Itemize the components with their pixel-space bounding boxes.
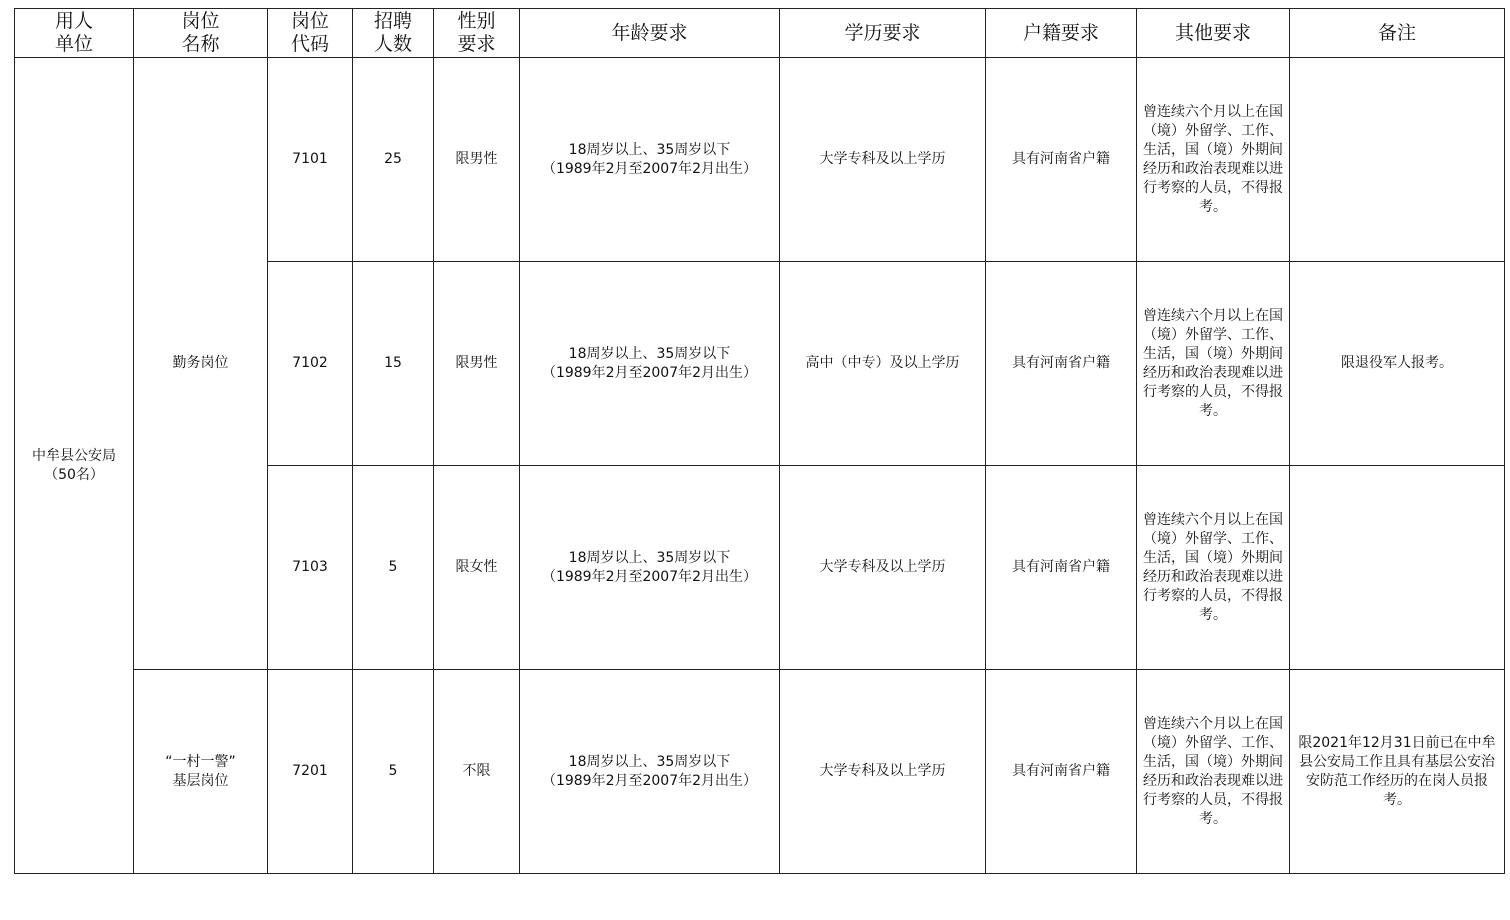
- header-remarks: 备注: [1290, 9, 1505, 58]
- remarks-cell: 限退役军人报考。: [1290, 262, 1505, 466]
- village-post-line2: 基层岗位: [172, 772, 229, 789]
- header-count-line2: 人数: [373, 33, 412, 55]
- unit-quota: （50名）: [44, 466, 104, 483]
- header-unit: [15, 9, 134, 58]
- other-requirement: 曾连续六个月以上在国（境）外留学、工作、生活，国（境）外期间经历和政治表现难以进行考察的人员，不得报考。: [1137, 262, 1290, 466]
- unit-cell: [15, 58, 134, 874]
- post-code: 7103: [268, 466, 353, 670]
- gender-requirement: 限女性: [434, 466, 520, 670]
- table-row: [15, 58, 1505, 262]
- header-age: 年龄要求: [520, 9, 780, 58]
- document-title-fragment: [390, 0, 1150, 8]
- birth-range: （1989年2月至2007年2月出生）: [541, 364, 758, 381]
- household-requirement: 具有河南省户籍: [986, 58, 1137, 262]
- post-code: 7201: [268, 670, 353, 874]
- household-requirement: 具有河南省户籍: [986, 262, 1137, 466]
- header-code-line1: 岗位: [290, 10, 329, 32]
- gender-requirement: 限男性: [434, 58, 520, 262]
- age-range: 18周岁以上、35周岁以下: [568, 753, 731, 770]
- recruitment-table: [14, 8, 1505, 874]
- age-range: 18周岁以上、35周岁以下: [568, 549, 731, 566]
- age-range: 18周岁以上、35周岁以下: [568, 141, 731, 158]
- gender-requirement: 不限: [434, 670, 520, 874]
- header-code-line2: 代码: [290, 33, 329, 55]
- header-household: 户籍要求: [986, 9, 1137, 58]
- post-name-village: [134, 670, 268, 874]
- age-requirement: [520, 466, 780, 670]
- remarks-cell: [1290, 466, 1505, 670]
- education-requirement: 大学专科及以上学历: [780, 670, 986, 874]
- birth-range: （1989年2月至2007年2月出生）: [541, 160, 758, 177]
- header-post-line2: 名称: [181, 33, 220, 55]
- unit-name: 中牟县公安局: [32, 447, 116, 464]
- remarks-cell: [1290, 58, 1505, 262]
- other-requirement: 曾连续六个月以上在国（境）外留学、工作、生活，国（境）外期间经历和政治表现难以进行考察的人员，不得报考。: [1137, 58, 1290, 262]
- header-gender: [434, 9, 520, 58]
- header-unit-line1: 用人: [54, 10, 93, 32]
- remarks-cell: 限2021年12月31日前已在中牟县公安局工作且具有基层公安治安防范工作经历的在岗人员报考。: [1290, 670, 1505, 874]
- age-range: 18周岁以上、35周岁以下: [568, 345, 731, 362]
- gender-requirement: 限男性: [434, 262, 520, 466]
- age-requirement: [520, 262, 780, 466]
- post-code: 7101: [268, 58, 353, 262]
- header-count: [353, 9, 434, 58]
- header-count-line1: 招聘: [373, 10, 412, 32]
- birth-range: （1989年2月至2007年2月出生）: [541, 772, 758, 789]
- recruit-count: 5: [353, 466, 434, 670]
- table-row: [15, 670, 1505, 874]
- other-requirement: 曾连续六个月以上在国（境）外留学、工作、生活，国（境）外期间经历和政治表现难以进行考察的人员，不得报考。: [1137, 466, 1290, 670]
- recruit-count: 15: [353, 262, 434, 466]
- header-education: 学历要求: [780, 9, 986, 58]
- recruit-count: 5: [353, 670, 434, 874]
- education-requirement: 高中（中专）及以上学历: [780, 262, 986, 466]
- birth-range: （1989年2月至2007年2月出生）: [541, 568, 758, 585]
- header-post-name: [134, 9, 268, 58]
- education-requirement: 大学专科及以上学历: [780, 466, 986, 670]
- header-row: [15, 9, 1505, 58]
- header-gender-line1: 性别: [457, 10, 496, 32]
- header-other: 其他要求: [1137, 9, 1290, 58]
- education-requirement: 大学专科及以上学历: [780, 58, 986, 262]
- header-post-code: [268, 9, 353, 58]
- other-requirement: 曾连续六个月以上在国（境）外留学、工作、生活，国（境）外期间经历和政治表现难以进行考察的人员，不得报考。: [1137, 670, 1290, 874]
- header-unit-line2: 单位: [54, 33, 93, 55]
- age-requirement: [520, 670, 780, 874]
- village-post-line1: “一村一警”: [165, 753, 236, 770]
- household-requirement: 具有河南省户籍: [986, 670, 1137, 874]
- age-requirement: [520, 58, 780, 262]
- header-gender-line2: 要求: [457, 33, 496, 55]
- header-post-line1: 岗位: [181, 10, 220, 32]
- post-name-duty: 勤务岗位: [134, 58, 268, 670]
- household-requirement: 具有河南省户籍: [986, 466, 1137, 670]
- post-code: 7102: [268, 262, 353, 466]
- recruit-count: 25: [353, 58, 434, 262]
